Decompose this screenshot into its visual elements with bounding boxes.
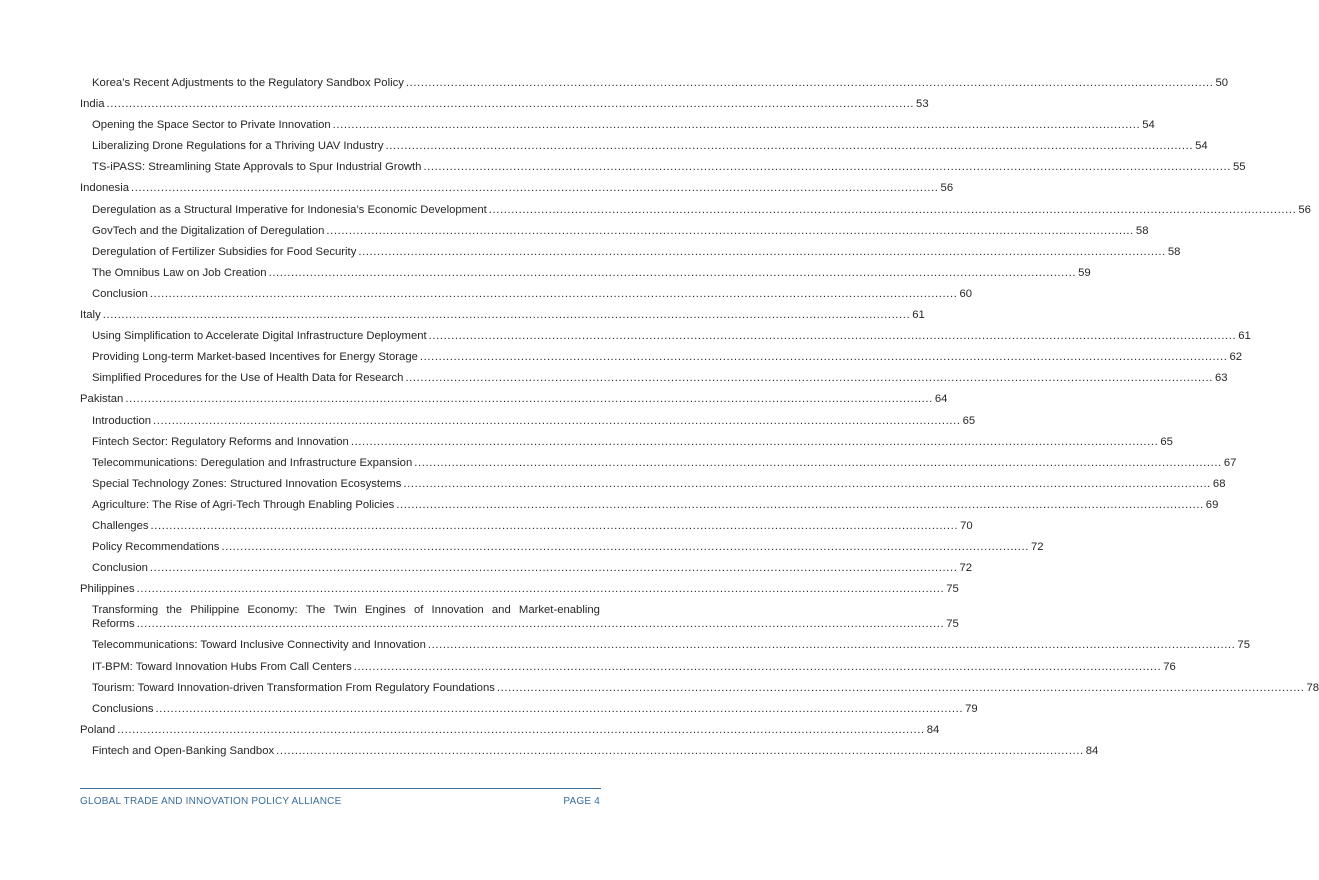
table-of-contents bbox=[80, 76, 1319, 765]
toc-entry-title-word: Economy: bbox=[247, 604, 298, 617]
toc-entry-title-word: Engines bbox=[364, 604, 406, 617]
toc-entry-section[interactable] bbox=[80, 582, 959, 596]
toc-entry-page: 65 bbox=[1160, 435, 1173, 448]
toc-entry-page: 56 bbox=[940, 182, 954, 195]
toc-entry-subsection[interactable] bbox=[80, 414, 976, 428]
toc-entry-page: 59 bbox=[1078, 266, 1091, 279]
toc-entry-page: 56 bbox=[1298, 203, 1311, 216]
toc-entry-subsection[interactable] bbox=[80, 561, 973, 575]
toc-entry-title-word: of bbox=[413, 604, 424, 617]
toc-leader-dots bbox=[131, 181, 939, 195]
toc-entry-title: Special Technology Zones: Structured Innovation Ecosystems bbox=[92, 477, 402, 490]
toc-entry-page: 84 bbox=[926, 723, 940, 736]
toc-entry-section[interactable] bbox=[80, 181, 954, 195]
toc-entry-title: Pakistan bbox=[80, 393, 124, 406]
toc-leader-dots bbox=[429, 329, 1237, 343]
toc-entry-title: GovTech and the Digitalization of Deregulation bbox=[92, 224, 325, 237]
toc-entry-title: Conclusion bbox=[92, 562, 148, 575]
toc-entry-title-word: Transforming bbox=[92, 604, 159, 617]
toc-entry-title: Agriculture: The Rise of Agri-Tech Through Enabling Policies bbox=[92, 498, 395, 511]
toc-entry-subsection[interactable] bbox=[80, 203, 1311, 217]
toc-entry-title: Simplified Procedures for the Use of Health Data for Research bbox=[92, 372, 404, 385]
toc-entry-title: Liberalizing Drone Regulations for a Thriving UAV Industry bbox=[92, 140, 384, 153]
toc-leader-dots bbox=[489, 203, 1297, 217]
toc-entry-title: Challenges bbox=[92, 519, 149, 532]
toc-leader-dots bbox=[137, 582, 945, 596]
toc-entry-wrapped[interactable] bbox=[80, 603, 959, 631]
toc-entry-title-word: Innovation bbox=[431, 604, 484, 617]
toc-entry-page: 53 bbox=[916, 98, 929, 111]
toc-entry-page: 63 bbox=[1214, 372, 1228, 385]
toc-leader-dots bbox=[396, 498, 1204, 512]
toc-entry-title: Fintech and Open-Banking Sandbox bbox=[92, 744, 275, 757]
toc-entry-page: 67 bbox=[1223, 456, 1237, 469]
toc-entry-title: Policy Recommendations bbox=[92, 541, 220, 554]
toc-entry-title-word: and bbox=[491, 604, 511, 617]
toc-leader-dots bbox=[221, 540, 1029, 554]
toc-entry-subsection[interactable] bbox=[80, 456, 1237, 470]
toc-entry-title: Telecommunications: Toward Inclusive Connectivity and Innovation bbox=[92, 639, 426, 652]
toc-entry-subsection[interactable] bbox=[80, 702, 978, 716]
toc-entry-page: 62 bbox=[1229, 351, 1243, 364]
toc-entry-title: Tourism: Toward Innovation-driven Transformation From Regulatory Foundations bbox=[92, 681, 495, 694]
toc-entry-subsection[interactable] bbox=[80, 371, 1228, 385]
toc-entry-title-word: Market-enabling bbox=[518, 604, 600, 617]
toc-leader-dots bbox=[103, 308, 911, 322]
toc-entry-title: Italy bbox=[80, 309, 101, 322]
toc-entry-subsection[interactable] bbox=[80, 245, 1181, 259]
toc-entry-subsection[interactable] bbox=[80, 498, 1219, 512]
toc-entry-title: Opening the Space Sector to Private Innovation bbox=[92, 119, 331, 132]
toc-entry-page: 65 bbox=[962, 414, 976, 427]
footer-divider bbox=[80, 788, 601, 789]
toc-leader-dots bbox=[137, 617, 945, 631]
toc-entry-page: 75 bbox=[946, 583, 959, 596]
toc-entry-page: 76 bbox=[1163, 660, 1176, 673]
toc-entry-title: Deregulation as a Structural Imperative for Indonesia’s Economic Development bbox=[92, 203, 487, 216]
toc-leader-dots bbox=[386, 139, 1194, 153]
toc-entry-page: 70 bbox=[960, 519, 973, 532]
toc-leader-dots bbox=[125, 392, 933, 406]
toc-entry-title-line2-row bbox=[92, 617, 959, 631]
toc-entry-title-line1 bbox=[92, 603, 600, 617]
toc-entry-title: Indonesia bbox=[80, 182, 129, 195]
toc-entry-page: 50 bbox=[1215, 77, 1229, 89]
toc-entry-title: Fintech Sector: Regulatory Reforms and Innovation bbox=[92, 435, 349, 448]
toc-leader-dots bbox=[269, 266, 1077, 280]
toc-entry-page: 78 bbox=[1306, 681, 1319, 694]
toc-entry-subsection[interactable] bbox=[80, 118, 1155, 132]
toc-entry-title: Korea’s Recent Adjustments to the Regulatory Sandbox Policy bbox=[92, 77, 404, 89]
toc-entry-title: India bbox=[80, 98, 105, 111]
toc-entry-page: 60 bbox=[959, 287, 973, 300]
toc-leader-dots bbox=[333, 118, 1141, 132]
footer-organization: GLOBAL TRADE AND INNOVATION POLICY ALLIANCE bbox=[80, 796, 342, 807]
toc-entry-subsection[interactable] bbox=[80, 744, 1099, 758]
toc-entry-page: 79 bbox=[965, 702, 978, 715]
toc-entry-page: 75 bbox=[946, 618, 959, 631]
toc-leader-dots bbox=[150, 287, 958, 301]
toc-entry-subsection[interactable] bbox=[80, 139, 1208, 153]
toc-entry-page: 72 bbox=[1031, 541, 1044, 554]
toc-entry-title: Introduction bbox=[92, 414, 152, 427]
toc-entry-title: Conclusion bbox=[92, 287, 148, 300]
toc-entry-page: 75 bbox=[1237, 639, 1250, 652]
toc-entry-section[interactable] bbox=[80, 97, 929, 111]
toc-entry-page: 68 bbox=[1212, 477, 1226, 490]
toc-entry-title-word: the bbox=[166, 604, 183, 617]
toc-leader-dots bbox=[354, 660, 1162, 674]
toc-entry-subsection[interactable] bbox=[80, 660, 1176, 674]
toc-entry-title: Providing Long-term Market-based Incentives for Energy Storage bbox=[92, 351, 418, 364]
toc-leader-dots bbox=[358, 245, 1166, 259]
toc-leader-dots bbox=[406, 76, 1214, 90]
toc-entry-page: 58 bbox=[1167, 245, 1181, 258]
toc-entry-subsection[interactable] bbox=[80, 329, 1251, 343]
toc-entry-title: Telecommunications: Deregulation and Infrastructure Expansion bbox=[92, 456, 413, 469]
toc-leader-dots bbox=[428, 638, 1236, 652]
toc-leader-dots bbox=[153, 414, 961, 428]
footer-page-number: PAGE 4 bbox=[563, 796, 600, 807]
toc-entry-title: Conclusions bbox=[92, 702, 154, 715]
toc-entry-title-word: Twin bbox=[333, 604, 357, 617]
toc-entry-section[interactable] bbox=[80, 308, 925, 322]
toc-entry-subsection[interactable] bbox=[80, 287, 973, 301]
toc-leader-dots bbox=[151, 519, 959, 533]
toc-leader-dots bbox=[117, 723, 925, 737]
toc-leader-dots bbox=[276, 744, 1084, 758]
toc-leader-dots bbox=[150, 561, 958, 575]
toc-entries bbox=[80, 76, 1311, 596]
toc-entry-subsection[interactable] bbox=[80, 435, 1173, 449]
toc-entry-subsection[interactable] bbox=[80, 76, 1229, 90]
toc-leader-dots bbox=[497, 681, 1305, 695]
toc-entry-page: 54 bbox=[1142, 119, 1155, 132]
toc-entry-title: IT-BPM: Toward Innovation Hubs From Call Centers bbox=[92, 660, 352, 673]
toc-entry-subsection[interactable] bbox=[80, 477, 1226, 491]
toc-entry-section[interactable] bbox=[80, 392, 948, 406]
toc-entry-title: TS-iPASS: Streamlining State Approvals to Spur Industrial Growth bbox=[92, 161, 422, 174]
toc-entry-page: 69 bbox=[1205, 498, 1219, 511]
toc-leader-dots bbox=[403, 477, 1211, 491]
toc-entries bbox=[80, 638, 1319, 757]
toc-entry-title: Deregulation of Fertilizer Subsidies for Food Security bbox=[92, 245, 357, 258]
toc-entry-page: 64 bbox=[934, 393, 948, 406]
toc-leader-dots bbox=[405, 371, 1213, 385]
toc-entry-section[interactable] bbox=[80, 723, 940, 737]
toc-leader-dots bbox=[423, 160, 1231, 174]
toc-leader-dots bbox=[107, 97, 915, 111]
toc-entry-page: 61 bbox=[912, 309, 925, 322]
toc-entry-title: Poland bbox=[80, 723, 116, 736]
toc-leader-dots bbox=[156, 702, 964, 716]
toc-entry-subsection[interactable] bbox=[80, 638, 1250, 652]
toc-entry-title-line2: Reforms bbox=[92, 618, 135, 631]
toc-entry-page: 61 bbox=[1238, 330, 1251, 343]
toc-entry-title: Using Simplification to Accelerate Digital Infrastructure Deployment bbox=[92, 330, 427, 343]
toc-entry-subsection[interactable] bbox=[80, 681, 1319, 695]
toc-entry-page: 54 bbox=[1195, 140, 1208, 153]
toc-entry-subsection[interactable] bbox=[80, 519, 973, 533]
toc-leader-dots bbox=[326, 224, 1134, 238]
toc-entry-page: 58 bbox=[1135, 224, 1149, 237]
toc-entry-title-word: Philippine bbox=[190, 604, 240, 617]
toc-entry-title-word: The bbox=[305, 604, 326, 617]
toc-entry-subsection[interactable] bbox=[80, 160, 1246, 174]
toc-entry-subsection[interactable] bbox=[80, 350, 1243, 364]
toc-entry-subsection[interactable] bbox=[80, 224, 1149, 238]
toc-entry-subsection[interactable] bbox=[80, 266, 1091, 280]
toc-entry-page: 84 bbox=[1085, 744, 1099, 757]
toc-leader-dots bbox=[414, 456, 1222, 470]
toc-entry-title: The Omnibus Law on Job Creation bbox=[92, 266, 267, 279]
toc-entry-page: 55 bbox=[1232, 161, 1246, 174]
toc-entry-page: 72 bbox=[959, 562, 973, 575]
toc-entry-subsection[interactable] bbox=[80, 540, 1044, 554]
toc-leader-dots bbox=[351, 435, 1159, 449]
toc-leader-dots bbox=[420, 350, 1228, 364]
toc-entry-title: Philippines bbox=[80, 583, 135, 596]
